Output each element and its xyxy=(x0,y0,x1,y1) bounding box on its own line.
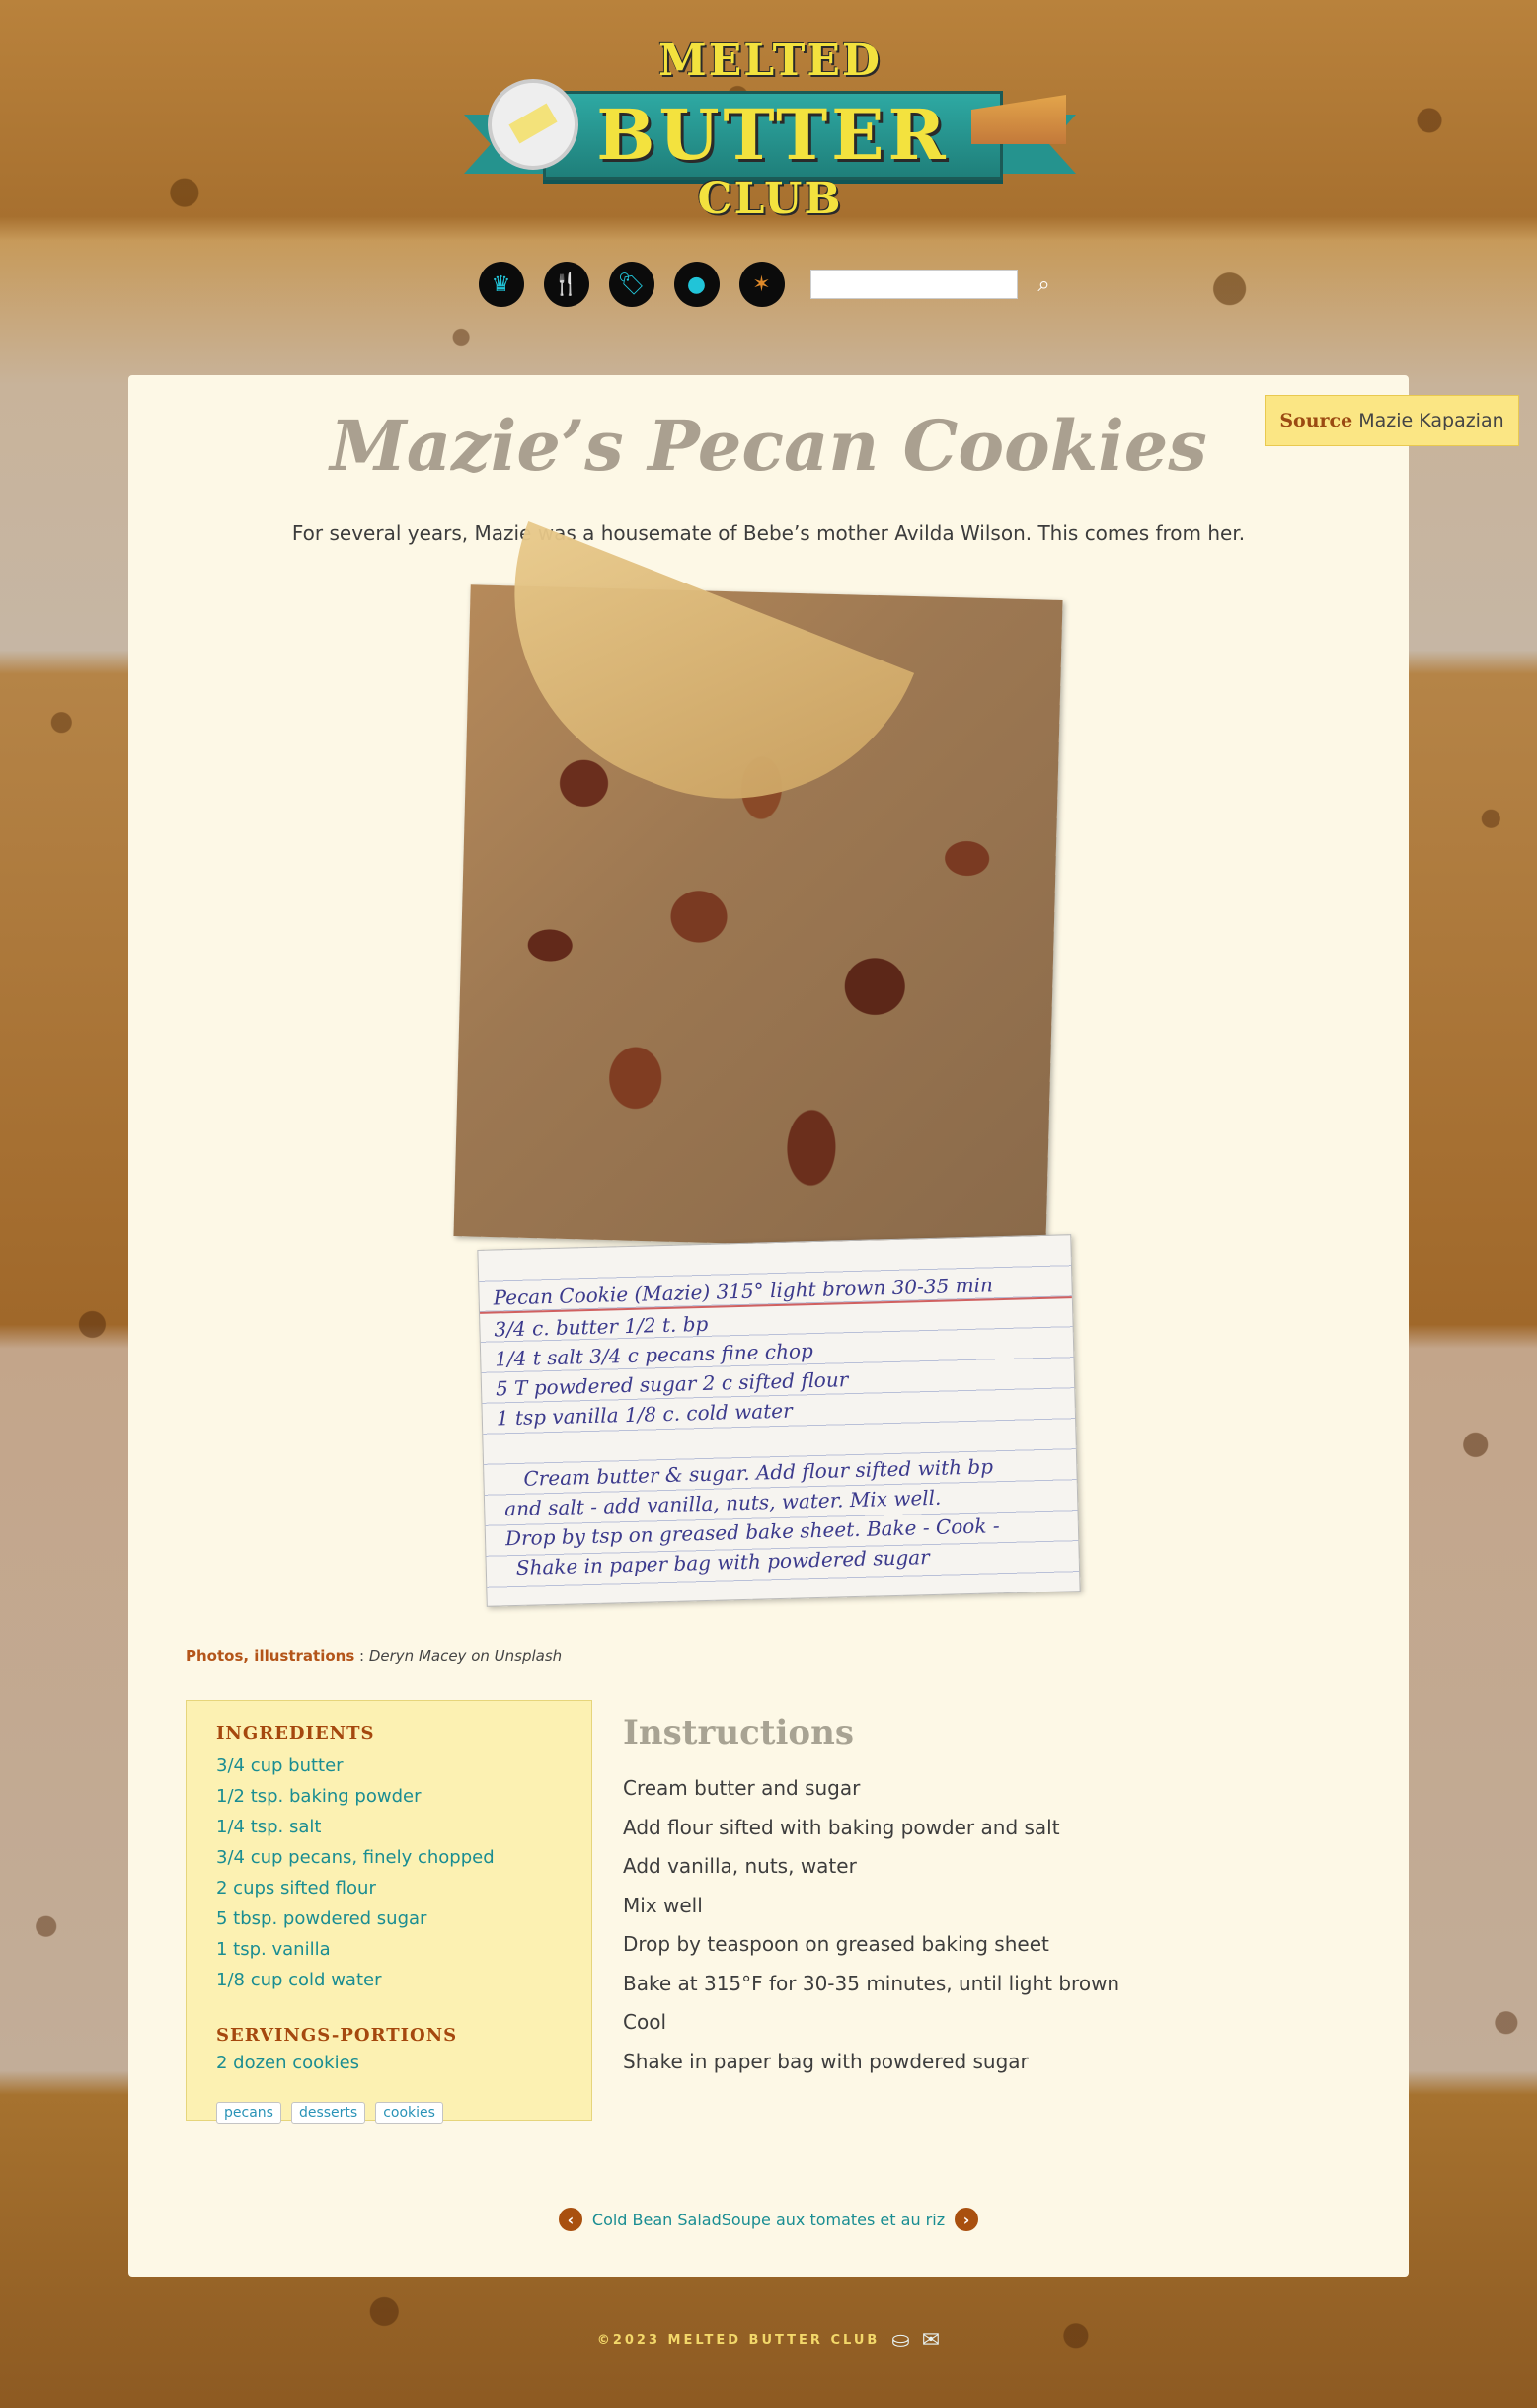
card-line: 3/4 c. butter 1/2 t. bp xyxy=(494,1311,709,1342)
card-line: Shake in paper bag with powdered sugar xyxy=(515,1545,930,1581)
recipe-intro: For several years, Mazie was a housemate of Bebe’s mother Avilda Wilson. This comes from her. xyxy=(291,521,1246,545)
instruction-step: Drop by teaspoon on greased baking sheet xyxy=(623,1932,1049,1956)
recipe-icon[interactable]: ⛀ xyxy=(891,2328,910,2353)
ingredient-item: 1/4 tsp. salt xyxy=(216,1817,322,1837)
page-title: Mazie’s Pecan Cookies xyxy=(330,405,1207,487)
servings-value: 2 dozen cookies xyxy=(216,2053,360,2073)
card-line: 1/4 t salt 3/4 c pecans fine chop xyxy=(494,1339,814,1371)
instructions-heading: Instructions xyxy=(623,1713,854,1752)
instruction-step: Cool xyxy=(623,2010,666,2034)
logo-main-text: BUTTER xyxy=(596,94,950,176)
mail-icon[interactable]: ✉ xyxy=(921,2328,941,2353)
source-value: Mazie Kapazian xyxy=(1358,410,1504,431)
card-line: and salt - add vanilla, nuts, water. Mix well. xyxy=(503,1485,942,1521)
chef-hat-icon[interactable]: ♛ xyxy=(479,262,524,307)
tag-list xyxy=(216,2102,443,2124)
photo-credit xyxy=(186,1647,562,1665)
instruction-step: Shake in paper bag with powdered sugar xyxy=(623,2049,1029,2073)
ingredient-item: 3/4 cup pecans, finely chopped xyxy=(216,1847,495,1868)
credit-sep: : xyxy=(354,1647,369,1665)
tags-icon[interactable]: 🏷 xyxy=(609,262,654,307)
card-line: Cream butter & sugar. Add flour sifted with bp xyxy=(523,1454,994,1491)
butter-plate-icon xyxy=(488,79,578,170)
handwritten-recipe-card xyxy=(477,1234,1080,1607)
site-header xyxy=(0,0,1537,355)
instruction-step: Add flour sifted with baking powder and salt xyxy=(623,1815,1060,1839)
utensils-icon[interactable]: 🍴 xyxy=(544,262,589,307)
credit-value: Deryn Macey on Unsplash xyxy=(368,1647,563,1665)
ingredients-box xyxy=(186,1700,592,2121)
recipe-pager xyxy=(0,2208,1537,2231)
credit-label[interactable]: Photos, illustrations xyxy=(186,1647,355,1665)
gingerbread-icon[interactable]: ✶ xyxy=(739,262,785,307)
ingredient-item: 1/8 cup cold water xyxy=(216,1970,382,1990)
logo-top-text: MELTED xyxy=(657,36,883,86)
source-label: Source xyxy=(1279,410,1353,431)
ingredient-item: 2 cups sifted flour xyxy=(216,1878,376,1899)
card-line: Drop by tsp on greased bake sheet. Bake - Cook - xyxy=(504,1514,1000,1551)
tag-pecans[interactable]: pecans xyxy=(216,2102,281,2124)
next-recipe-link[interactable]: Soupe aux tomates et au riz xyxy=(721,2210,946,2229)
site-footer xyxy=(0,2328,1537,2353)
ingredient-item: 1 tsp. vanilla xyxy=(216,1939,331,1960)
search-input[interactable] xyxy=(810,270,1018,299)
prev-recipe-link[interactable]: Cold Bean Salad xyxy=(591,2210,722,2229)
tag-desserts[interactable]: desserts xyxy=(291,2102,365,2124)
card-line: Pecan Cookie (Mazie) 315° light brown 30-35 min xyxy=(493,1273,994,1310)
pecans-photo xyxy=(453,584,1062,1251)
instruction-step: Bake at 315°F for 30-35 minutes, until light brown xyxy=(623,1971,1120,1995)
ingredient-item: 5 tbsp. powdered sugar xyxy=(216,1908,427,1929)
servings-heading: SERVINGS-PORTIONS xyxy=(216,2025,458,2046)
logo-bottom-text: CLUB xyxy=(697,174,843,224)
cookie-icon[interactable]: ● xyxy=(674,262,720,307)
copyright-text: ©2023 MELTED BUTTER CLUB xyxy=(596,2333,881,2348)
main-nav xyxy=(0,261,1537,308)
card-line: 1 tsp vanilla 1/8 c. cold water xyxy=(496,1398,793,1431)
ingredient-item: 3/4 cup butter xyxy=(216,1755,344,1776)
instructions-list xyxy=(623,1769,1119,2081)
card-line: 5 T powdered sugar 2 c sifted flour xyxy=(495,1367,849,1401)
instruction-step: Mix well xyxy=(623,1893,703,1917)
next-arrow-icon[interactable]: › xyxy=(955,2208,978,2231)
tag-cookies[interactable]: cookies xyxy=(375,2102,443,2124)
instruction-step: Cream butter and sugar xyxy=(623,1776,861,1800)
ingredient-item: 1/2 tsp. baking powder xyxy=(216,1786,422,1807)
ingredients-list xyxy=(216,1750,495,1995)
search-icon[interactable]: ⌕ xyxy=(1037,272,1050,297)
site-logo[interactable] xyxy=(464,36,1076,233)
logo-banner xyxy=(543,91,1003,180)
ingredients-heading: INGREDIENTS xyxy=(216,1723,375,1744)
instruction-step: Add vanilla, nuts, water xyxy=(623,1854,857,1878)
prev-arrow-icon[interactable]: ‹ xyxy=(559,2208,582,2231)
